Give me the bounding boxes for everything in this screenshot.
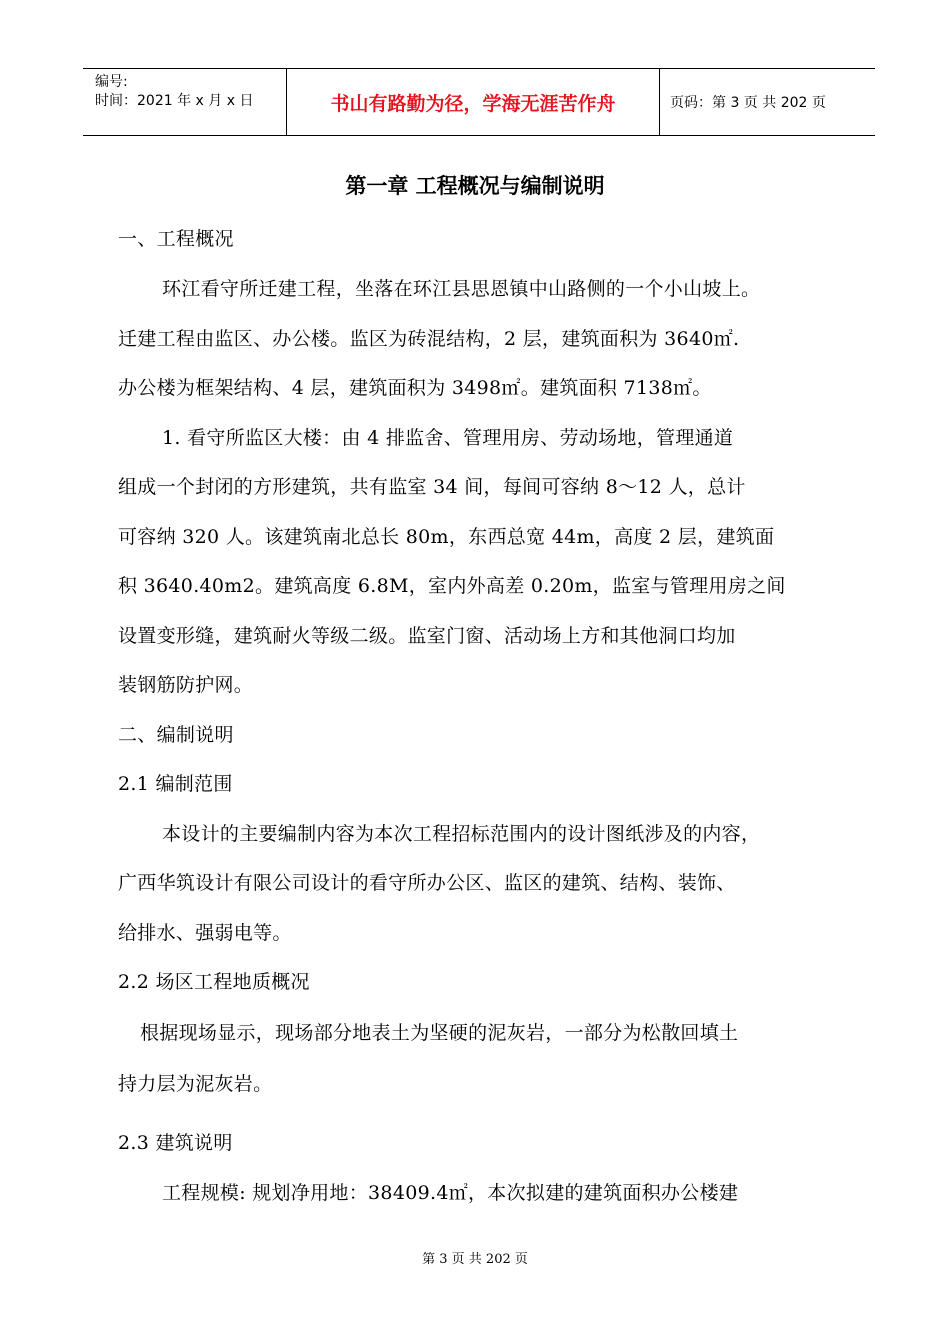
section-heading-instructions: 二、编制说明 <box>118 724 234 746</box>
page-footer: 第 3 页 共 202 页 <box>422 1252 528 1267</box>
paragraph-line: 迁建工程由监区、办公楼。监区为砖混结构，2 层，建筑面积为 3640㎡. <box>118 328 740 350</box>
serial-label: 编号: <box>95 74 128 90</box>
section-heading-overview: 一、工程概况 <box>118 228 234 250</box>
subsection-heading: 2.1 编制范围 <box>118 773 233 795</box>
paragraph-line: 广西华筑设计有限公司设计的看守所办公区、监区的建筑、结构、装饰、 <box>118 872 736 894</box>
page-info-cell <box>660 69 875 135</box>
paragraph-line: 设置变形缝，建筑耐火等级二级。监室门窗、活动场上方和其他洞口均加 <box>118 625 736 647</box>
paragraph-line: 可容纳 320 人。该建筑南北总长 80m，东西总宽 44m，高度 2 层，建筑面 <box>118 526 775 548</box>
time-label: 时间：2021 年 x 月 x 日 <box>95 93 254 109</box>
paragraph-line: 装钢筋防护网。 <box>118 674 254 696</box>
paragraph-line: 工程规模: 规划净用地：38409.4㎡，本次拟建的建筑面积办公楼建 <box>162 1182 739 1204</box>
motto-cell <box>286 69 660 135</box>
paragraph-line: 根据现场显示，现场部分地表土为坚硬的泥灰岩，一部分为松散回填土 <box>140 1022 739 1044</box>
header-table <box>83 68 875 136</box>
header-info-cell <box>83 69 286 135</box>
paragraph-line: 给排水、强弱电等。 <box>118 922 292 944</box>
paragraph-line: 办公楼为框架结构、4 层，建筑面积为 3498㎡。建筑面积 7138㎡。 <box>118 377 712 399</box>
subsection-heading: 2.2 场区工程地质概况 <box>118 971 310 993</box>
paragraph-line: 积 3640.40m2。建筑高度 6.8M，室内外高差 0.20m，监室与管理用房之间 <box>118 575 786 597</box>
chapter-title: 第一章 工程概况与编制说明 <box>345 174 605 198</box>
page-info-text: 页码：第 3 页 共 202 页 <box>670 95 826 111</box>
subsection-heading: 2.3 建筑说明 <box>118 1132 233 1154</box>
paragraph-line: 持力层为泥灰岩。 <box>118 1073 273 1095</box>
paragraph-line: 本设计的主要编制内容为本次工程招标范围内的设计图纸涉及的内容， <box>162 823 761 845</box>
paragraph-line: 组成一个封闭的方形建筑，共有监室 34 间，每间可容纳 8～12 人，总计 <box>118 476 746 498</box>
paragraph-line: 1. 看守所监区大楼：由 4 排监舍、管理用房、劳动场地，管理通道 <box>162 427 734 449</box>
paragraph-line: 环江看守所迁建工程，坐落在环江县思恩镇中山路侧的一个小山坡上。 <box>162 278 761 300</box>
motto-text: 书山有路勤为径，学海无涯苦作舟 <box>330 92 616 115</box>
